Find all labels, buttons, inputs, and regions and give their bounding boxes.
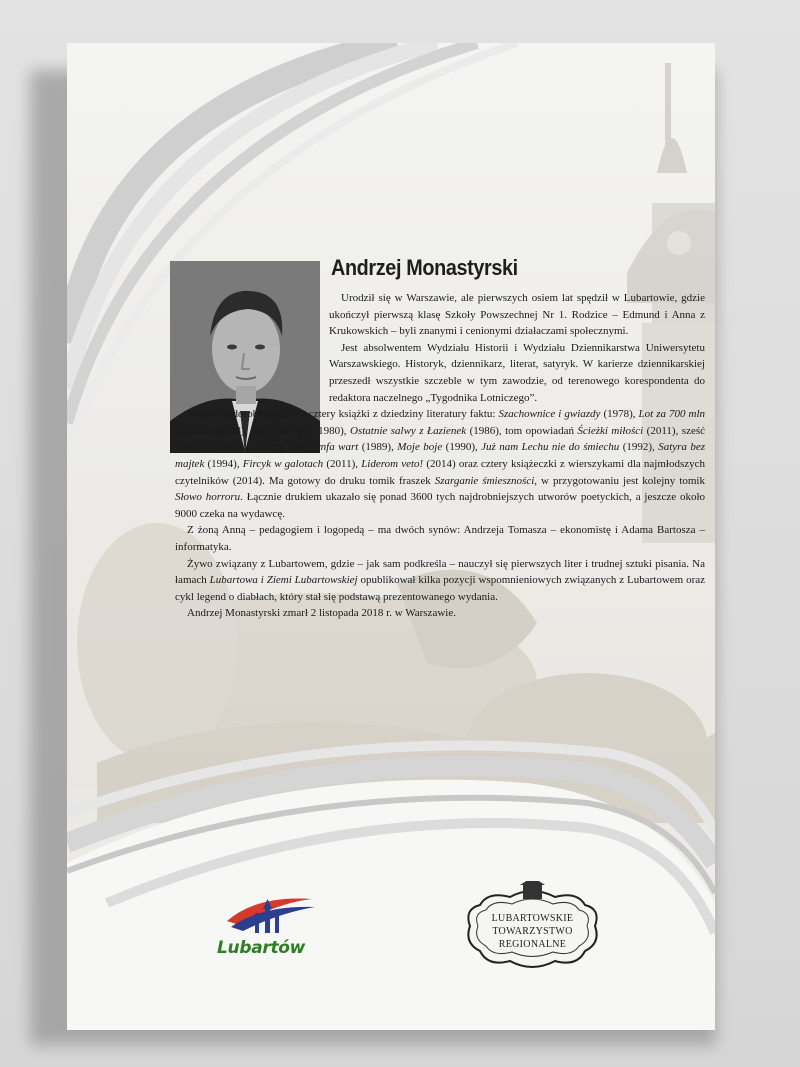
book-back-cover	[67, 43, 715, 1030]
bio-paragraph-works: W swoim dorobku posiada cztery książki z dziedziny literatury faktu: Szachownice i gwiazdy (1978), Lot za 700 mln dolarów (1978), Akacjowy gaj (1980), Ostatnie salwy z Łazienek (1986), tom opowiadań Ścieżki miłości (2011), sześć tomików fraszek: Dobry czart tynfa wart (1989), Moje boje (1990), Już nam Lechu nie do śmiechu (1992), Satyra bez majtek (1994), Fircyk w galotach (2011), Liderom veto! (2014) oraz cztery książeczki z wierszykami dla najmłodszych czytelników (2014). Ma gotowy do druku tomik fraszek Szarganie śmieszności, w przygotowaniu jest kolejny tomik Słowo horroru. Łącznie drukiem ukazało się ponad 3600 tych najdrobniejszych utworów poetyckich, a jeszcze około 9000 czeka na wydawcę.	[175, 408, 706, 520]
regional-society-seal	[460, 881, 605, 981]
lubartow-logo	[217, 891, 327, 971]
seal-line-1: LUBARTOWSKIE	[491, 913, 574, 924]
seal-line-3: REGIONALNE	[498, 939, 567, 950]
bio-paragraph-death: Andrzej Monastyrski zmarł 2 listopada 2018 r. w Warszawie.	[187, 607, 456, 620]
lubartow-logo-icon	[217, 891, 327, 939]
lubartow-logo-text: Lubartów	[217, 938, 306, 958]
seal-line-2: TOWARZYSTWO	[492, 926, 573, 937]
bio-paragraph-birth: Urodził się w Warszawie, ale pierwszych osiem lat spędził w Lubartowie, gdzie ukończył pierwszą klasę Szkoły Powszechnej Nr 1. Rodzice – Edmund i Anna z Krukowskich – byli znanymi i cenionymi działaczami społecznymi.	[329, 292, 705, 338]
bio-paragraph-family: Z żoną Anną – pedagogiem i logopedą – ma dwóch synów: Andrzeja Tomasza – ekonomistę i Adama Bartosza – informatyka.	[175, 524, 705, 553]
author-name-heading: Andrzej Monastyrski	[331, 255, 518, 280]
biography-text	[175, 290, 705, 622]
bio-paragraph-education: Jest absolwentem Wydziału Historii i Wydziału Dziennikarstwa Uniwersytetu Warszawskiego. Historyk, dziennikarz, literat, satyryk. W karierze dziennikarskiej przeszedł wszystkie szczeble w tym zawodzie, od terenowego korespondenta do redaktora naczelnego „Tygodnika Lotniczego”.	[329, 341, 705, 404]
bio-paragraph-lubartow: Żywo związany z Lubartowem, gdzie – jak sam podkreśla – nauczył się pierwszych liter i trudnej sztuki pisania. Na łamach Lubartowa i Ziemi Lubartowskiej opublikował kilka pozycji wspomnieniowych związanych z Lubartowem oraz cykl legend o diabłach, który stał się podstawą prezentowanego wydania.	[175, 557, 705, 603]
